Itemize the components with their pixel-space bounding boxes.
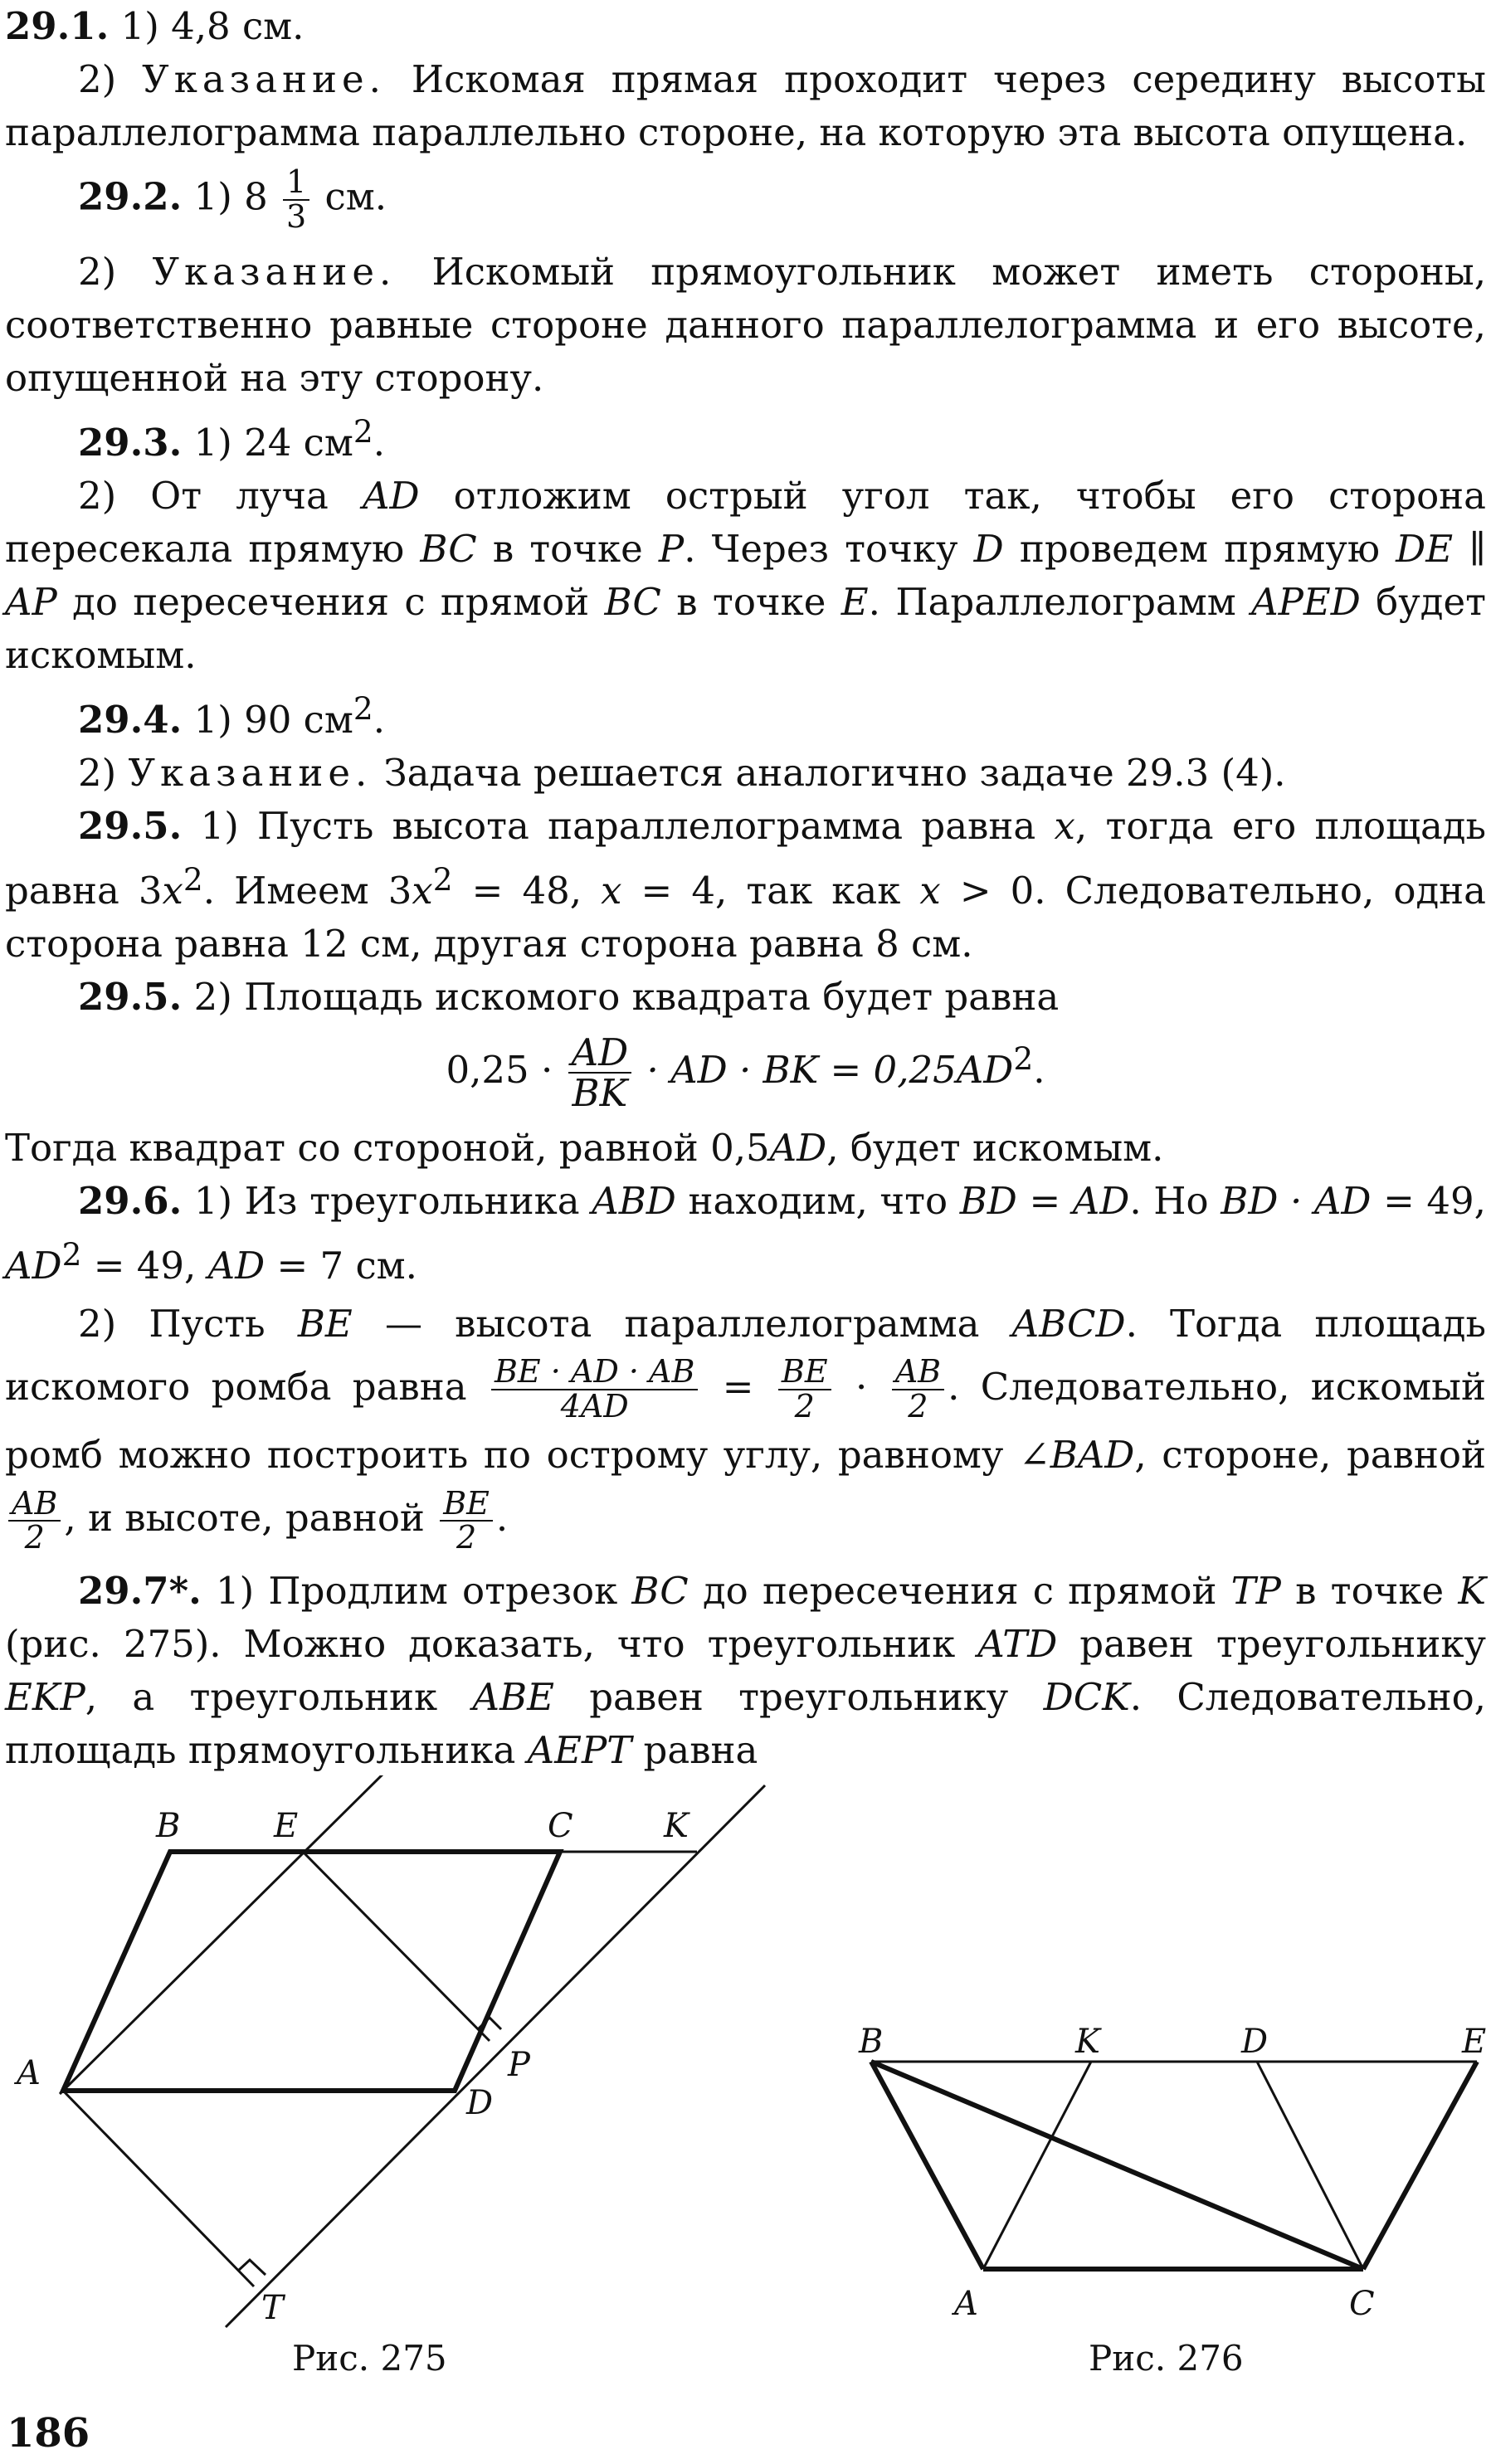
answer-29-6: 29.6. 1) Из треугольника ABD находим, что BD = AD. Но BD · AD = 49, $AD^2 = 49$, AD = 7 см. xyxy=(5,1178,1486,1288)
segment-ba xyxy=(871,2062,983,2269)
label-c: C xyxy=(1349,2285,1375,2323)
label-e: E xyxy=(1462,2023,1487,2061)
label-k: K xyxy=(1075,2023,1100,2061)
label-b: B xyxy=(859,2023,884,2061)
label-k: K xyxy=(664,1807,689,1845)
line-ae-extended xyxy=(60,1775,390,2094)
answer-29-1: 29.1. 1) 4,8 см. xyxy=(5,4,305,48)
answers-text xyxy=(5,0,1486,1777)
caption-276: Рис. 276 xyxy=(1089,2338,1244,2379)
answer-29-5-part2: 29.5. 2) Площадь искомого квадрата будет равна xyxy=(78,974,1060,1019)
label-b: B xyxy=(156,1807,181,1845)
segment-at xyxy=(63,2091,254,2286)
line-tp xyxy=(226,1785,765,2327)
answer-29-1-part2: 2) Указание. Искомая прямая проходит через середину высоты параллелограмма параллельно стороне, на которую эта высота опущена. xyxy=(5,57,1486,154)
label-c: C xyxy=(548,1807,573,1845)
label-e: E xyxy=(274,1807,299,1845)
fraction: $\frac{BE}{2}$ xyxy=(778,1356,831,1424)
fraction: $\frac{BE \cdot AD \cdot AB}{4AD}$ xyxy=(491,1356,698,1424)
answer-29-5: 29.5. 1) Пусть высота параллелограмма равна x, тогда его площадь равна $3x^2$. Имеем $3x^2 = 48$, x = 4, так как x > 0. Следовательно, одна сторона равна 12 см, другая сторона равна 8 см. xyxy=(5,803,1486,966)
answer-29-4-part2: 2) Указание. Задача решается аналогично задаче 29.3 (4). xyxy=(78,750,1286,795)
answer-29-2: 29.2. 1) 8 $\frac{1}{3}$ см. xyxy=(78,163,387,235)
label-d: D xyxy=(466,2084,494,2122)
right-angle-p xyxy=(478,2018,501,2029)
label-t: T xyxy=(261,2289,284,2327)
answer-29-3-part2: 2) От луча AD отложим острый угол так, чтобы его сторона пересекала прямую BC в точке P. Через точку D проведем прямую DE ∥ AP до пересечения с прямой BC в точке E. Параллелограмм APED будет искомым. xyxy=(5,473,1487,677)
segment-ep xyxy=(303,1852,490,2041)
figure-276 xyxy=(830,2008,1491,2340)
answer-29-4: 29.4. 1) 90 $см^2$. xyxy=(78,689,386,742)
label-d: D xyxy=(1241,2023,1269,2061)
segment-ce xyxy=(1363,2062,1477,2269)
answer-29-6-part2: 2) Пусть BE — высота параллелограмма ABCD. Тогда площадь искомого ромба равна $\frac{BE \cdot AD \cdot AB}{4AD}$ = $\frac{BE}{2}$ · $\frac{AB}{2}$ . Следовательно, искомый ромб можно построить по острому углу, равному ∠BAD, стороне, равной $\frac{AB}{2}$ , и высоте, равной $\frac{BE}{2}$ . xyxy=(5,1301,1486,1556)
right-angle-t xyxy=(238,2260,266,2275)
answer-29-5-conclusion: Тогда квадрат со стороной, равной 0,5AD, будет искомым. xyxy=(5,1125,1164,1170)
answer-29-2-part2: 2) Указание. Искомый прямоугольник может иметь стороны, соответственно равные стороне данного параллелограмма и его высоте, опущенной на эту сторону. xyxy=(5,249,1487,400)
segment-dc xyxy=(1257,2062,1363,2269)
label-a: A xyxy=(954,2285,978,2323)
formula-square-area: 0,25 · $\frac{AD}{BK}$ · AD · BK = $0,25AD^2$. xyxy=(446,1030,1045,1116)
figure-275 xyxy=(0,1775,797,2356)
label-a: A xyxy=(17,2054,41,2092)
segment-ak xyxy=(983,2062,1091,2269)
fraction: $\frac{AB}{2}$ xyxy=(892,1356,944,1424)
fraction: $\frac{AD}{BK}$ xyxy=(568,1033,632,1113)
answer-29-7: 29.7*. 1) Продлим отрезок BC до пересечения с прямой TP в точке K (рис. 275). Можно доказать, что треугольник ATD равен треугольнику EKP, а треугольник ABE равен треугольнику DCK. Следовательно, площадь прямоугольника AEPT равна xyxy=(5,1569,1487,1773)
segment-bc xyxy=(871,2062,1363,2269)
problem-number: 29.1. xyxy=(5,4,110,48)
parallelogram-abcd xyxy=(63,1852,560,2091)
caption-275: Рис. 275 xyxy=(292,2338,447,2379)
fraction: $\frac{1}{3}$ xyxy=(283,166,309,234)
fraction: $\frac{BE}{2}$ xyxy=(440,1488,493,1556)
fraction: $\frac{AB}{2}$ xyxy=(8,1488,61,1556)
answer-29-3: 29.3. 1) 24 $см^2$. xyxy=(78,412,386,465)
page-number: 186 xyxy=(7,2410,90,2457)
label-p: P xyxy=(508,2046,530,2084)
